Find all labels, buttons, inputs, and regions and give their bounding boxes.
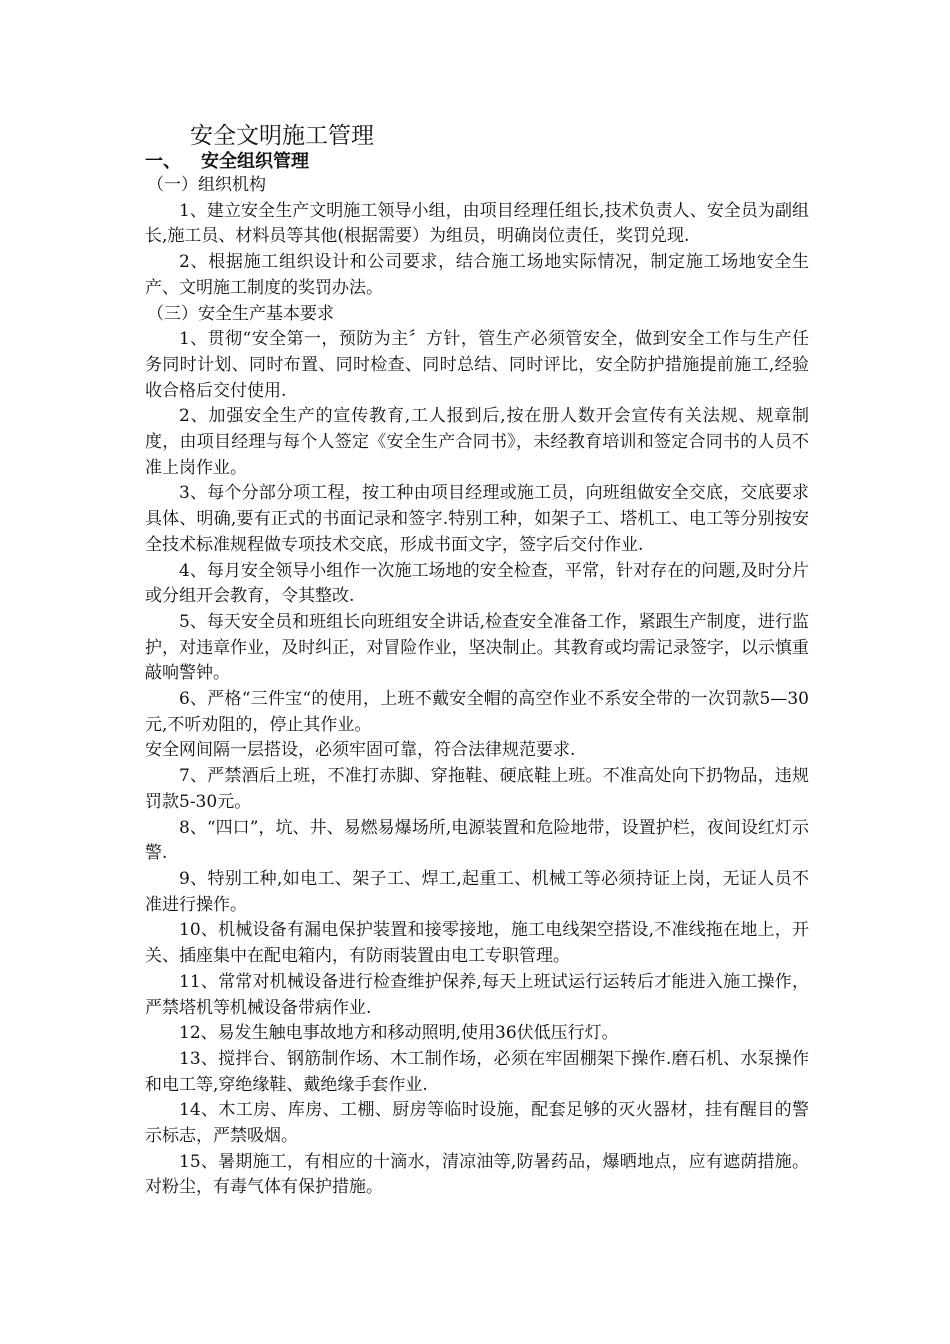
paragraph: 7、严禁酒后上班，不准打赤脚、穿拖鞋、硬底鞋上班。不准高处向下扔物品，违规罚款5-30元。 xyxy=(145,766,809,812)
paragraph: 4、每月安全领导小组作一次施工场地的安全检查，平常，针对存在的问题,及时分片或分组开会教育，令其整改. xyxy=(145,560,809,607)
subsection-heading-requirements: （三）安全生产基本要求 xyxy=(147,303,334,324)
paragraph: 1、贯彻“安全第一，预防为主〞方针，管生产必须管安全，做到安全工作与生产任务同时计划、同时布置、同时检查、同时总结、同时评比，安全防护措施提前施工,经验收合格后交付使用. xyxy=(145,329,809,401)
paragraph: 10、机械设备有漏电保护装置和接零接地，施工电线架空搭设,不准线拖在地上，开关、插座集中在配电箱内，有防雨装置由电工专职管理。 xyxy=(145,920,809,967)
paragraph: 9、特别工种,如电工、架子工、焊工,起重工、机械工等必须持证上岗，无证人员不准进行操作。 xyxy=(145,868,809,915)
paragraph: 3、每个分部分项工程，按工种由项目经理或施工员，向班组做安全交底，交底要求具体、明确,要有正式的书面记录和签字.特别工种，如架子工、塔机工、电工等分别按安全技术标准规程做专项技术交底，形成书面文字，签字后交付作业. xyxy=(145,483,809,555)
document-body xyxy=(145,173,809,1201)
paragraph: 12、易发生触电事故地方和移动照明,使用36伏低压行灯。 xyxy=(179,1023,619,1044)
paragraph-safety-net: 安全网间隔一层搭设，必须牢固可靠，符合法律规范要求. xyxy=(145,740,576,761)
paragraph: 11、常常对机械设备进行检查维护保养,每天上班试运行运转后才能进入施工操作，严禁塔机等机械设备带病作业. xyxy=(145,971,809,1018)
paragraph: 2、根据施工组织设计和公司要求，结合施工场地实际情况，制定施工场地安全生产、文明施工制度的奖罚办法。 xyxy=(145,252,809,298)
paragraph: 8、“四口”，坑、井、易燃易爆场所,电源装置和危险地带，设置护栏，夜间设红灯示警. xyxy=(145,817,809,864)
paragraph: 14、木工房、库房、工棚、厨房等临时设施，配套足够的灭火器材，挂有醒目的警示标志，严禁吸烟。 xyxy=(145,1100,809,1147)
paragraph: 13、搅拌台、钢筋制作场、木工制作场，必须在牢固棚架下操作.磨石机、水泵操作和电工等,穿绝缘鞋、戴绝缘手套作业. xyxy=(145,1048,809,1095)
paragraph: 15、暑期施工，有相应的十滴水，清凉油等,防暑药品，爆晒地点，应有遮荫措施。对粉尘，有毒气体有保护措施。 xyxy=(145,1151,809,1198)
paragraph: 5、每天安全员和班组长向班组安全讲话,检查安全准备工作，紧跟生产制度，进行监护，对违章作业，及时纠正，对冒险作业，坚决制止。其教育或均需记录签字，以示慎重敲响警钟。 xyxy=(145,611,809,684)
section-number: 一、 xyxy=(145,151,181,172)
paragraph: 6、严格“三件宝“的使用，上班不戴安全帽的高空作业不系安全带的一次罚款5—30元,不听劝阻的，停止其作业。 xyxy=(145,689,809,735)
section-heading xyxy=(145,149,309,175)
document-title: 安全文明施工管理 xyxy=(190,123,374,149)
subsection-heading-org: （一）组织机构 xyxy=(147,175,266,195)
section-title: 安全组织管理 xyxy=(201,151,309,172)
paragraph: 2、加强安全生产的宣传教育,工人报到后,按在册人数开会宣传有关法规、规章制度，由项目经理与每个人签定《安全生产合同书》，未经教育培训和签定合同书的人员不准上岗作业。 xyxy=(145,406,809,478)
paragraph: 1、建立安全生产文明施工领导小组，由项目经理任组长,技术负责人、安全员为副组长,施工员、材料员等其他(根据需要）为组员，明确岗位责任，奖罚兑现. xyxy=(145,200,809,247)
